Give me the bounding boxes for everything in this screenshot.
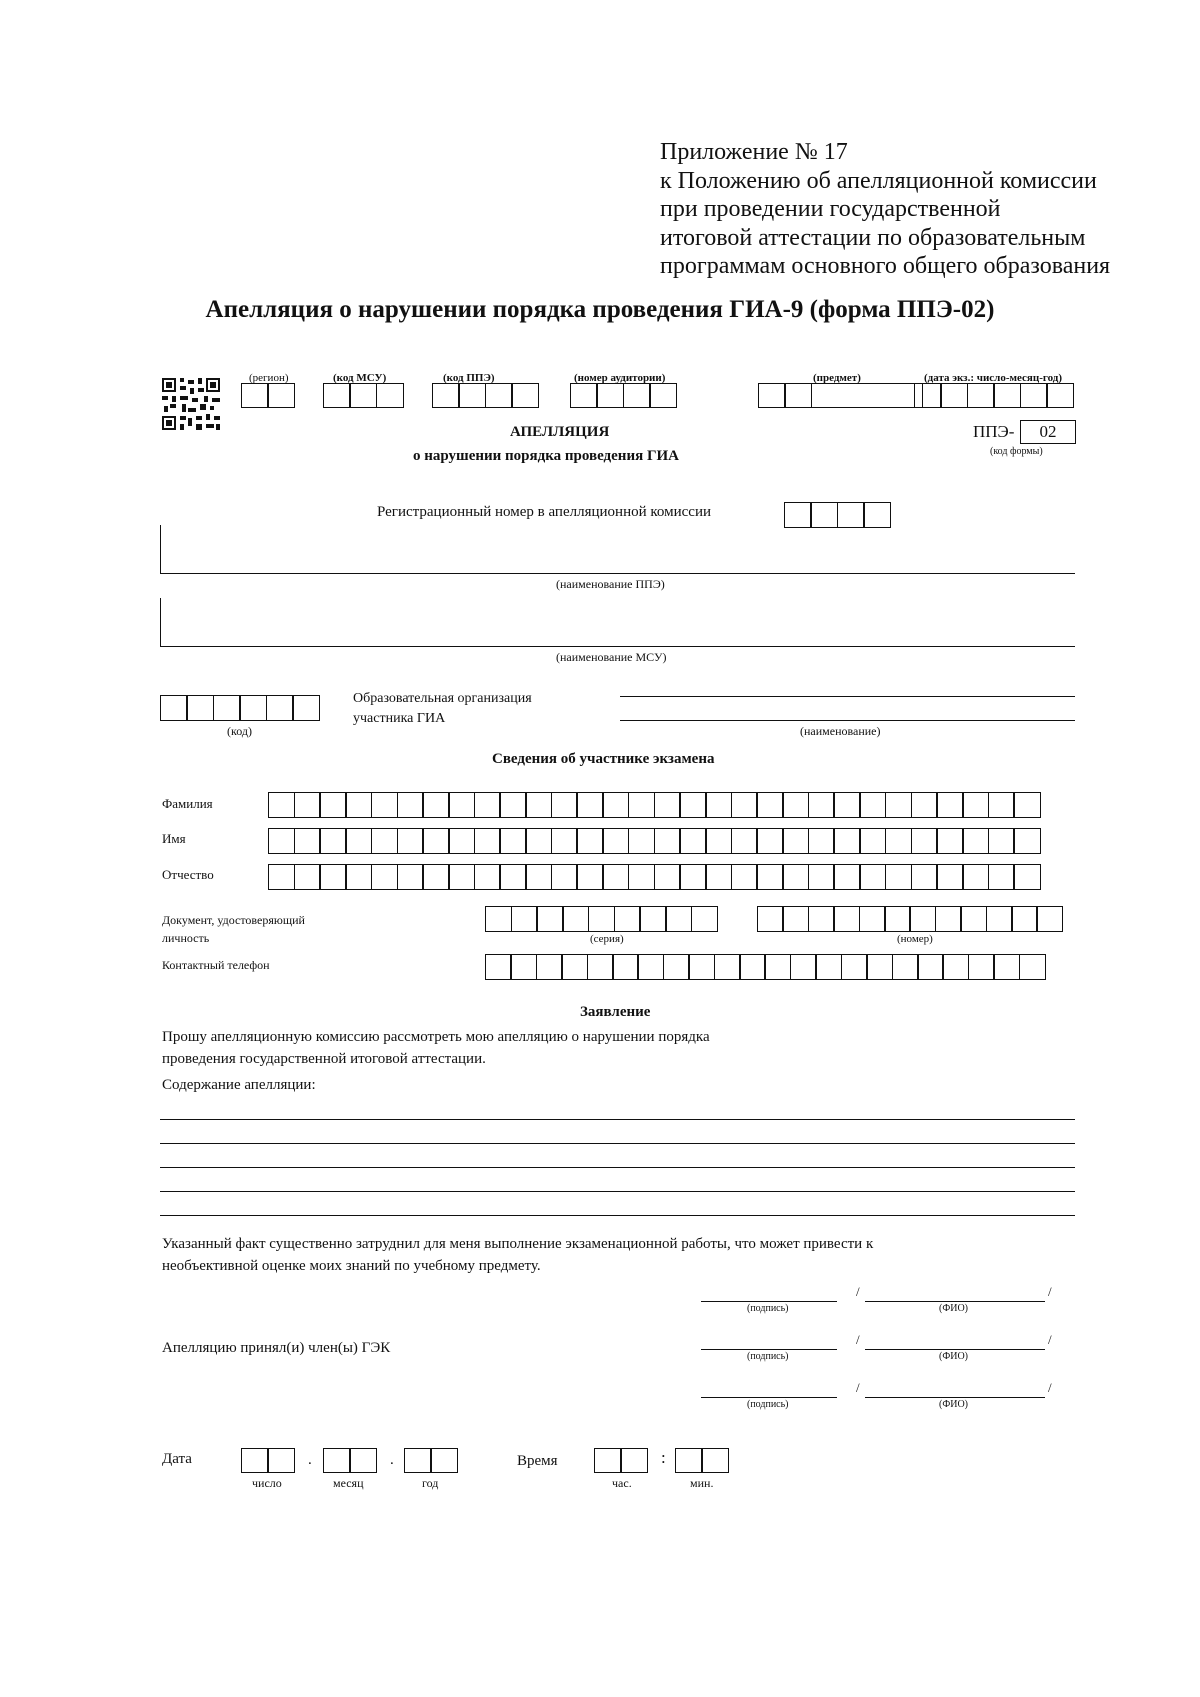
char-cell[interactable] — [639, 906, 666, 932]
char-cell[interactable] — [833, 828, 860, 854]
ppe-name-bracket — [160, 525, 161, 573]
msu-name-caption: (наименование МСУ) — [556, 650, 667, 664]
char-cell[interactable] — [525, 828, 552, 854]
char-cell[interactable] — [1013, 864, 1040, 890]
char-cell[interactable] — [833, 792, 860, 818]
char-cell[interactable] — [1011, 906, 1038, 932]
org-name-caption: (наименование) — [800, 724, 881, 738]
char-cell[interactable] — [628, 828, 655, 854]
fio-caption: (ФИО) — [939, 1351, 969, 1362]
char-cell[interactable] — [756, 864, 783, 890]
char-cell[interactable] — [499, 828, 526, 854]
char-cell[interactable] — [892, 954, 919, 980]
fio-caption: (ФИО) — [939, 1399, 969, 1410]
msu-code-boxes[interactable] — [323, 383, 402, 408]
char-cell[interactable] — [422, 864, 449, 890]
char-cell[interactable] — [474, 864, 501, 890]
char-cell[interactable] — [808, 864, 835, 890]
year-caption: год — [422, 1476, 439, 1490]
minute-caption: мин. — [690, 1476, 714, 1490]
char-cell[interactable] — [679, 828, 706, 854]
char-cell[interactable] — [588, 906, 615, 932]
char-cell[interactable] — [1036, 906, 1063, 932]
char-cell[interactable] — [705, 864, 732, 890]
statement-text-line1: Прошу апелляционную комиссию рассмотреть мою апелляцию о нарушении порядка — [162, 1029, 710, 1045]
ppe-name-field[interactable] — [160, 573, 1075, 574]
content-line[interactable] — [160, 1215, 1075, 1216]
char-cell[interactable] — [936, 828, 963, 854]
char-cell[interactable] — [884, 906, 911, 932]
form-heading: АПЕЛЛЯЦИЯ — [510, 424, 610, 440]
char-cell[interactable] — [268, 864, 295, 890]
char-cell[interactable] — [988, 828, 1015, 854]
char-cell[interactable] — [474, 792, 501, 818]
char-cell[interactable] — [756, 792, 783, 818]
char-cell[interactable] — [705, 828, 732, 854]
char-cell[interactable] — [628, 864, 655, 890]
char-cell[interactable] — [986, 906, 1013, 932]
char-cell[interactable] — [637, 954, 664, 980]
form-subheading: о нарушении порядка проведения ГИА — [413, 448, 680, 464]
char-cell[interactable] — [602, 864, 629, 890]
header-line: к Положению об апелляционной комиссии — [660, 167, 1097, 194]
surname-boxes[interactable] — [268, 792, 1039, 818]
char-cell[interactable] — [371, 792, 398, 818]
char-cell[interactable] — [782, 864, 809, 890]
subject-caption: (предмет) — [813, 372, 861, 384]
statement-heading: Заявление — [580, 1004, 651, 1020]
subject-boxes[interactable] — [758, 383, 921, 408]
char-cell[interactable] — [511, 906, 538, 932]
char-cell[interactable] — [628, 792, 655, 818]
name-label: Имя — [162, 831, 186, 846]
statement-text-line2: проведения государственной итоговой аттестации. — [162, 1051, 486, 1067]
fact-text-line1: Указанный факт существенно затруднил для меня выполнение экзаменационной работы, что может привести к — [162, 1236, 874, 1252]
char-cell[interactable] — [525, 792, 552, 818]
org-name-line2[interactable] — [620, 720, 1075, 721]
char-cell[interactable] — [525, 864, 552, 890]
char-cell[interactable] — [654, 828, 681, 854]
form-code-box: 02 — [1020, 420, 1076, 444]
char-cell[interactable] — [294, 864, 321, 890]
date-label: Дата — [162, 1451, 192, 1467]
char-cell[interactable] — [294, 792, 321, 818]
date-dot: . — [390, 1452, 394, 1468]
phone-label: Контактный телефон — [162, 958, 270, 972]
surname-label: Фамилия — [162, 796, 213, 811]
char-cell[interactable] — [679, 864, 706, 890]
char-cell[interactable] — [551, 792, 578, 818]
char-cell[interactable] — [833, 906, 860, 932]
char-cell[interactable] — [397, 864, 424, 890]
header-line: Приложение № 17 — [660, 139, 848, 165]
form-code-prefix: ППЭ- — [973, 422, 1015, 441]
char-cell[interactable] — [962, 864, 989, 890]
slash-separator: / — [856, 1284, 860, 1299]
char-cell[interactable] — [731, 792, 758, 818]
char-cell[interactable] — [551, 864, 578, 890]
char-cell[interactable] — [757, 906, 784, 932]
org-code-caption: (код) — [227, 724, 252, 738]
content-line[interactable] — [160, 1143, 1075, 1144]
char-cell[interactable] — [448, 864, 475, 890]
char-cell[interactable] — [371, 864, 398, 890]
char-cell[interactable] — [602, 792, 629, 818]
phone-boxes[interactable] — [485, 954, 1044, 980]
char-cell[interactable] — [782, 828, 809, 854]
ppe-name-caption: (наименование ППЭ) — [556, 577, 665, 591]
char-cell[interactable] — [576, 864, 603, 890]
char-cell[interactable] — [1013, 828, 1040, 854]
participant-heading: Сведения об участнике экзамена — [492, 751, 715, 767]
char-cell[interactable] — [345, 792, 372, 818]
char-cell[interactable] — [587, 954, 614, 980]
content-line[interactable] — [160, 1167, 1075, 1168]
char-cell[interactable] — [688, 954, 715, 980]
char-cell[interactable] — [790, 954, 817, 980]
char-cell[interactable] — [665, 906, 692, 932]
region-caption: (регион) — [249, 372, 289, 384]
char-cell[interactable] — [808, 792, 835, 818]
char-cell[interactable] — [833, 864, 860, 890]
char-cell[interactable] — [993, 954, 1020, 980]
slash-separator: / — [856, 1380, 860, 1395]
char-cell[interactable] — [576, 792, 603, 818]
patronymic-boxes[interactable] — [268, 864, 1039, 890]
char-cell[interactable] — [485, 954, 512, 980]
char-cell[interactable] — [319, 792, 346, 818]
char-cell[interactable] — [866, 954, 893, 980]
char-cell[interactable] — [885, 792, 912, 818]
char-cell[interactable] — [911, 792, 938, 818]
doc-label-line1: Документ, удостоверяющий — [162, 913, 305, 927]
ppe-code-boxes[interactable] — [432, 383, 538, 408]
char-cell[interactable] — [1013, 792, 1040, 818]
fact-text-line2: необъективной оценке моих знаний по учебному предмету. — [162, 1258, 541, 1274]
char-cell[interactable] — [782, 906, 809, 932]
char-cell[interactable] — [268, 792, 295, 818]
char-cell[interactable] — [397, 828, 424, 854]
char-cell[interactable] — [909, 906, 936, 932]
char-cell[interactable] — [499, 792, 526, 818]
content-label: Содержание апелляции: — [162, 1077, 316, 1093]
form-code-caption: (код формы) — [990, 446, 1043, 457]
char-cell[interactable] — [345, 828, 372, 854]
month-caption: месяц — [333, 1476, 364, 1490]
char-cell[interactable] — [371, 828, 398, 854]
char-cell[interactable] — [536, 906, 563, 932]
org-label-line2: участника ГИА — [353, 711, 446, 726]
char-cell[interactable] — [935, 906, 962, 932]
date-day-boxes[interactable] — [241, 1448, 294, 1473]
accepted-label: Апелляцию принял(и) член(ы) ГЭК — [162, 1340, 391, 1356]
char-cell[interactable] — [499, 864, 526, 890]
char-cell[interactable] — [808, 828, 835, 854]
signature-line[interactable] — [701, 1397, 837, 1398]
char-cell[interactable] — [859, 906, 886, 932]
char-cell[interactable] — [988, 864, 1015, 890]
char-cell[interactable] — [859, 864, 886, 890]
slash-separator: / — [1048, 1284, 1052, 1299]
msu-code-caption: (код МСУ) — [333, 372, 387, 384]
char-cell[interactable] — [808, 906, 835, 932]
slash-separator: / — [856, 1332, 860, 1347]
exam-date-boxes[interactable] — [914, 383, 1072, 408]
char-cell[interactable] — [691, 906, 718, 932]
msu-name-bracket — [160, 598, 161, 646]
char-cell[interactable] — [474, 828, 501, 854]
org-code-boxes[interactable] — [160, 695, 318, 721]
header-line: при проведении государственной — [660, 196, 1001, 222]
header-line: итоговой аттестации по образовательным — [660, 224, 1086, 251]
slash-separator: / — [1048, 1332, 1052, 1347]
signature-line[interactable] — [701, 1349, 837, 1350]
qr-code-icon — [162, 378, 220, 430]
char-cell[interactable] — [859, 792, 886, 818]
msu-name-field[interactable] — [160, 646, 1075, 647]
ppe-code-caption: (код ППЭ) — [443, 372, 495, 384]
char-cell[interactable] — [448, 828, 475, 854]
char-cell[interactable] — [936, 864, 963, 890]
time-hour-boxes[interactable] — [594, 1448, 647, 1473]
char-cell[interactable] — [679, 792, 706, 818]
org-label-line1: Образовательная организация — [353, 691, 532, 706]
doc-label-line2: личность — [162, 931, 210, 945]
char-cell[interactable] — [731, 864, 758, 890]
char-cell[interactable] — [448, 792, 475, 818]
content-line[interactable] — [160, 1119, 1075, 1120]
char-cell[interactable] — [319, 864, 346, 890]
char-cell[interactable] — [739, 954, 766, 980]
char-cell[interactable] — [705, 792, 732, 818]
char-cell[interactable] — [714, 954, 741, 980]
fio-caption: (ФИО) — [939, 1303, 969, 1314]
region-boxes[interactable] — [241, 383, 294, 408]
fio-line[interactable] — [865, 1301, 1045, 1302]
char-cell[interactable] — [885, 828, 912, 854]
org-name-line1[interactable] — [620, 696, 1075, 697]
char-cell[interactable] — [841, 954, 868, 980]
char-cell[interactable] — [397, 792, 424, 818]
char-cell[interactable] — [968, 954, 995, 980]
time-label: Время — [517, 1453, 558, 1469]
char-cell[interactable] — [988, 792, 1015, 818]
char-cell[interactable] — [911, 864, 938, 890]
date-dot: . — [308, 1452, 312, 1468]
char-cell[interactable] — [510, 954, 537, 980]
fio-line[interactable] — [865, 1397, 1045, 1398]
exam-date-caption: (дата экз.: число-месяц-год) — [924, 372, 1062, 384]
char-cell[interactable] — [942, 954, 969, 980]
signature-caption: (подпись) — [747, 1399, 789, 1410]
char-cell[interactable] — [602, 828, 629, 854]
date-year-boxes[interactable] — [404, 1448, 457, 1473]
char-cell[interactable] — [663, 954, 690, 980]
char-cell[interactable] — [319, 828, 346, 854]
char-cell[interactable] — [962, 792, 989, 818]
room-boxes[interactable] — [570, 383, 676, 408]
reg-number-boxes[interactable] — [784, 502, 890, 528]
number-caption: (номер) — [897, 933, 933, 945]
char-cell[interactable] — [756, 828, 783, 854]
char-cell[interactable] — [576, 828, 603, 854]
patronymic-label: Отчество — [162, 867, 214, 882]
char-cell[interactable] — [294, 828, 321, 854]
time-minute-boxes[interactable] — [675, 1448, 728, 1473]
reg-number-label: Регистрационный номер в апелляционной комиссии — [377, 504, 712, 520]
char-cell[interactable] — [345, 864, 372, 890]
signature-caption: (подпись) — [747, 1303, 789, 1314]
char-cell[interactable] — [960, 906, 987, 932]
char-cell[interactable] — [1019, 954, 1046, 980]
char-cell[interactable] — [422, 792, 449, 818]
header-line: программам основного общего образования — [660, 253, 1111, 279]
char-cell[interactable] — [268, 828, 295, 854]
char-cell[interactable] — [962, 828, 989, 854]
day-caption: число — [252, 1476, 282, 1490]
char-cell[interactable] — [936, 792, 963, 818]
char-cell[interactable] — [782, 792, 809, 818]
char-cell[interactable] — [551, 828, 578, 854]
char-cell[interactable] — [764, 954, 791, 980]
signature-line[interactable] — [701, 1301, 837, 1302]
char-cell[interactable] — [614, 906, 641, 932]
char-cell[interactable] — [561, 954, 588, 980]
date-month-boxes[interactable] — [323, 1448, 376, 1473]
appendix-header — [660, 138, 1110, 281]
char-cell[interactable] — [422, 828, 449, 854]
time-colon: : — [661, 1448, 666, 1467]
page-title: Апелляция о нарушении порядка проведения ГИА-9 (форма ППЭ-02) — [205, 296, 995, 323]
fio-line[interactable] — [865, 1349, 1045, 1350]
content-line[interactable] — [160, 1191, 1075, 1192]
char-cell[interactable] — [815, 954, 842, 980]
char-cell[interactable] — [562, 906, 589, 932]
signature-caption: (подпись) — [747, 1351, 789, 1362]
doc-number-boxes[interactable] — [757, 906, 1062, 932]
char-cell[interactable] — [885, 864, 912, 890]
char-cell[interactable] — [731, 828, 758, 854]
name-boxes[interactable] — [268, 828, 1039, 854]
room-caption: (номер аудитории) — [574, 372, 666, 384]
char-cell[interactable] — [654, 864, 681, 890]
doc-series-boxes[interactable] — [485, 906, 716, 932]
char-cell[interactable] — [612, 954, 639, 980]
char-cell[interactable] — [917, 954, 944, 980]
char-cell[interactable] — [654, 792, 681, 818]
hour-caption: час. — [612, 1476, 632, 1490]
char-cell[interactable] — [536, 954, 563, 980]
slash-separator: / — [1048, 1380, 1052, 1395]
series-caption: (серия) — [590, 933, 624, 945]
char-cell[interactable] — [485, 906, 512, 932]
char-cell[interactable] — [911, 828, 938, 854]
char-cell[interactable] — [859, 828, 886, 854]
